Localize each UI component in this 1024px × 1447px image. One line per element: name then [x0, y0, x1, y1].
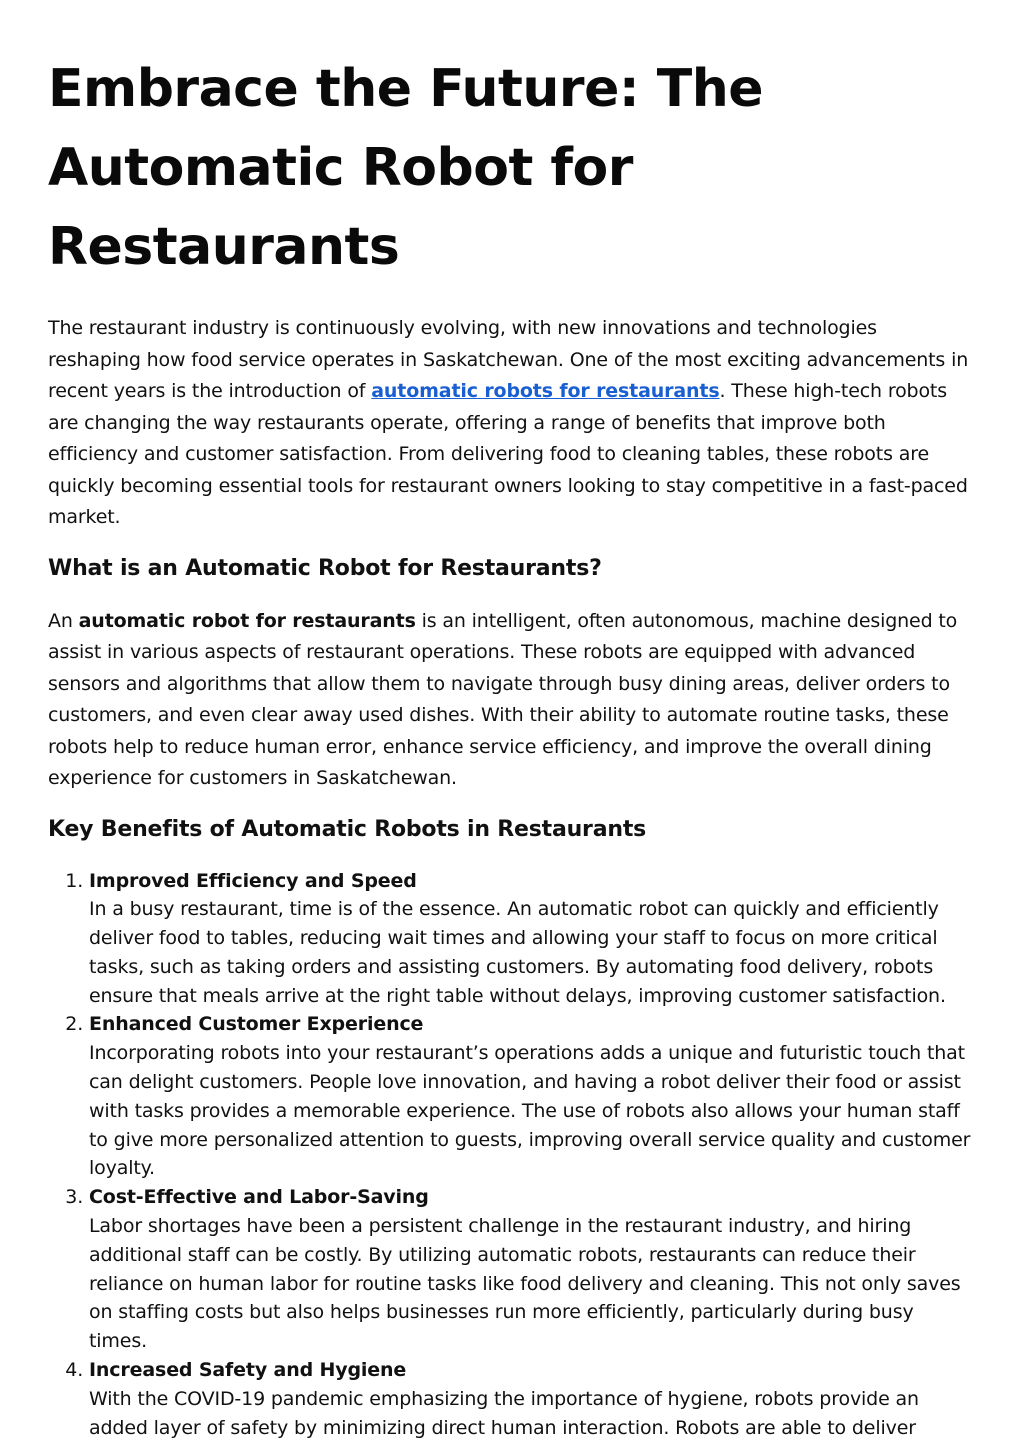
benefit-title: 4. Increased Safety and Hygiene [89, 1359, 407, 1382]
definition-lead: An [48, 609, 79, 632]
benefit-body: Incorporating robots into your restaurant’s operations adds a unique and futuristic touch that can delight customers. People love innovation, and having a robot deliver their food or assist with tasks provides a memorable experience. The use of robots also allows your human staff to give more personalized attention to guests, improving overall service quality and customer loyalty. [89, 1042, 971, 1180]
benefit-title: 2. Enhanced Customer Experience [89, 1013, 424, 1036]
benefit-title: 1. Improved Efficiency and Speed [89, 869, 417, 892]
section-heading-key-benefits: Key Benefits of Automatic Robots in Restaurants [48, 816, 647, 842]
automatic-robots-link[interactable]: automatic robots for restaurants [371, 380, 720, 402]
definition-body: is an intelligent, often autonomous, machine designed to assist in various aspects of restaurant operations. These robots are equipped with advanced sensors and algorithms that allow them to navigate through busy dining areas, deliver orders to customers, and even clear away used dishes. With their ability to automate routine tasks, these robots help to reduce human error, enhance service efficiency, and improve the overall dining experience for customers in Saskatchewan. [48, 609, 958, 789]
intro-text-before-link: The restaurant industry is continuously evolving, with new innovations and technologies reshaping how food service operates in Saskatchewan. One of the most exciting advancements in recent years is the introduction of [48, 317, 969, 402]
list-item [89, 1010, 974, 1183]
intro-text-after-link: . These high-tech robots are changing the way restaurants operate, offering a range of benefits that improve both efficiency and customer satisfaction. From delivering food to cleaning tables, these robots are quickly becoming essential tools for restaurant owners looking to stay competitive in a fast-paced market. [48, 380, 968, 528]
definition-paragraph [48, 606, 974, 795]
page-title: Embrace the Future: The Automatic Robot for Restaurants [48, 59, 764, 277]
definition-term: automatic robot for restaurants [78, 609, 416, 632]
section-heading-what-is: What is an Automatic Robot for Restaurants? [48, 555, 602, 581]
benefit-body: With the COVID-19 pandemic emphasizing the importance of hygiene, robots provide an added layer of safety by minimizing direct human interaction. Robots are able to deliver [89, 1387, 919, 1439]
list-item [89, 1183, 974, 1356]
list-item [89, 867, 974, 1011]
benefit-body: Labor shortages have been a persistent challenge in the restaurant industry, and hiring additional staff can be costly. By utilizing automatic robots, restaurants can reduce their reliance on human labor for routine tasks like food delivery and cleaning. This not only saves on staffing costs but also helps businesses run more efficiently, particularly during busy times. [89, 1215, 961, 1353]
list-item [89, 1356, 974, 1442]
benefits-list [48, 867, 974, 1443]
benefit-body: In a busy restaurant, time is of the essence. An automatic robot can quickly and efficiently deliver food to tables, reducing wait times and allowing your staff to focus on more critical tasks, such as taking orders and assisting customers. By automating food delivery, robots ensure that meals arrive at the right table without delays, improving customer satisfaction. [89, 898, 946, 1007]
benefit-title: 3. Cost-Effective and Labor-Saving [89, 1186, 429, 1209]
intro-paragraph [48, 313, 974, 534]
